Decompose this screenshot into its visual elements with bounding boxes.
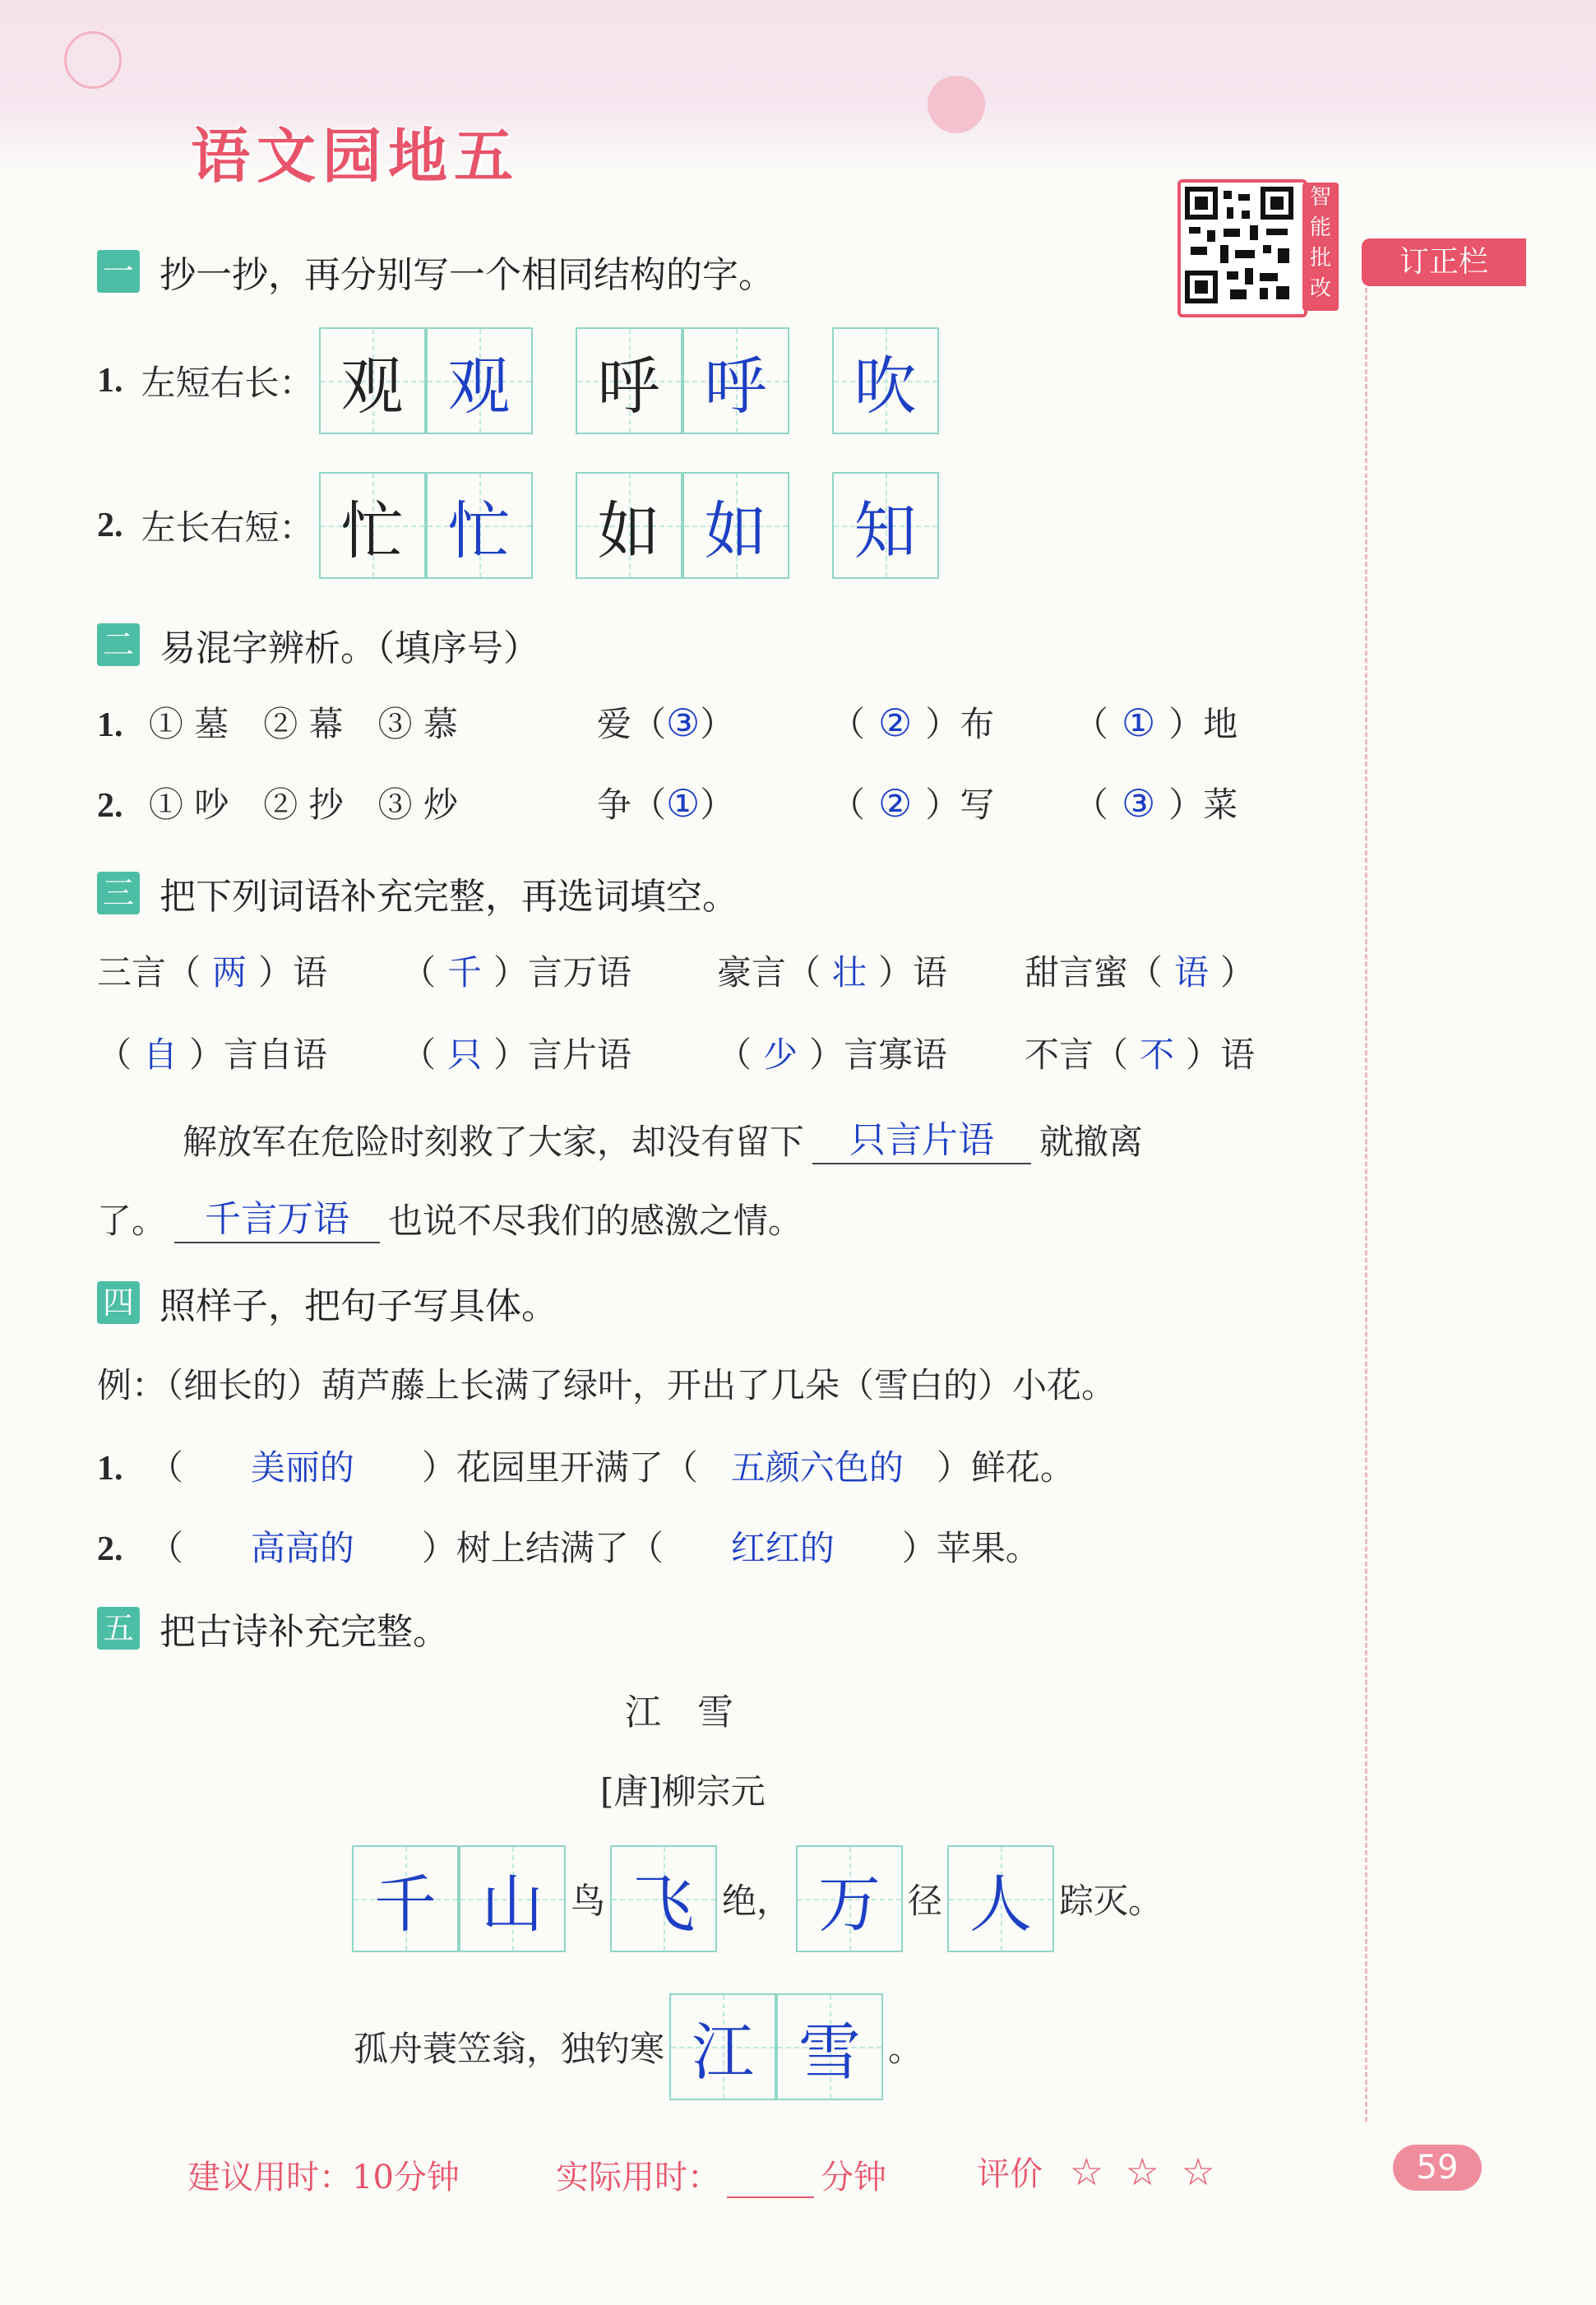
- section-badge: 三: [97, 872, 140, 914]
- fill-suffix: ）: [700, 785, 735, 825]
- page-title: 语文园地五: [191, 122, 520, 191]
- poem-grid: [796, 1845, 903, 1952]
- answer-text[interactable]: 千: [447, 952, 483, 993]
- fill-suffix: ）: [1220, 952, 1256, 993]
- answer-text[interactable]: 语: [1174, 952, 1210, 993]
- section-4-row-1: [97, 1441, 1075, 1490]
- section-1-row-2: [97, 472, 939, 579]
- blank-answer[interactable]: 千言万语: [174, 1189, 380, 1243]
- decorative-circle: [64, 31, 122, 89]
- rating-label: 评价: [977, 2155, 1043, 2193]
- char-cell: 呼: [576, 327, 682, 434]
- section-title: 把下列词语补充完整，再选词填空。: [160, 876, 738, 918]
- section-title: 照样子，把句子写具体。: [160, 1285, 557, 1327]
- answer-text[interactable]: 美丽的: [250, 1447, 354, 1488]
- poem-text: 绝，: [722, 1881, 792, 1921]
- poem-text: 踪灭。: [1059, 1881, 1163, 1921]
- section-badge: 四: [97, 1281, 140, 1324]
- char-cell-answer[interactable]: 人: [947, 1845, 1054, 1952]
- fill-sentence-line-2: [97, 1189, 803, 1243]
- char-cell: 忙: [319, 472, 426, 579]
- idiom-item: [717, 946, 947, 995]
- fill-suffix: ）语: [878, 952, 948, 993]
- poem-grid: [352, 1845, 566, 1952]
- section-badge: 二: [97, 623, 140, 666]
- sentence-text: 就撤离: [1039, 1122, 1144, 1162]
- idiom-item: [97, 1028, 327, 1077]
- char-cell-answer[interactable]: 万: [796, 1845, 903, 1952]
- fill-prefix: 甜言蜜（: [1025, 952, 1163, 993]
- char-cell-answer[interactable]: 江: [669, 1993, 776, 2100]
- section-4-header: [97, 1276, 557, 1329]
- char-grid-pair: [319, 327, 533, 434]
- idiom-item: [401, 1028, 631, 1077]
- char-cell-answer[interactable]: 如: [682, 472, 789, 579]
- qr-code[interactable]: [1177, 179, 1307, 317]
- idiom-item: [717, 1028, 947, 1077]
- actual-time: [556, 2151, 886, 2198]
- fill-item: [830, 778, 994, 827]
- rating: [977, 2148, 1220, 2195]
- paren: （: [148, 1447, 183, 1488]
- fill-suffix: ）: [700, 704, 735, 744]
- poem-text: 。: [888, 2029, 923, 2069]
- char-grid-single: [832, 327, 939, 434]
- idiom-item: [1025, 946, 1255, 995]
- idiom-item: [97, 946, 327, 995]
- fill-prefix: （: [717, 1034, 752, 1075]
- sentence-text: ）树上结满了（: [421, 1528, 664, 1568]
- answer-text[interactable]: ③: [666, 701, 701, 745]
- sentence-text: 解放军在危险时刻救了大家，却没有留下: [183, 1122, 805, 1162]
- fill-suffix: ）地: [1168, 704, 1238, 744]
- fill-prefix: （: [830, 704, 866, 744]
- section-3-header: [97, 867, 738, 919]
- decorative-dot: [928, 76, 985, 133]
- fill-suffix: ）语: [1186, 1034, 1256, 1075]
- poem-text: 径: [908, 1881, 943, 1921]
- blank-answer[interactable]: 只言片语: [812, 1110, 1031, 1164]
- poem-text: 孤舟蓑笠翁，独钓寒: [354, 2029, 665, 2069]
- fill-suffix: ）写: [925, 785, 995, 825]
- poem-grid: [610, 1845, 717, 1952]
- answer-text[interactable]: 红红的: [730, 1528, 835, 1568]
- section-badge: 五: [97, 1607, 140, 1650]
- fill-prefix: （: [1074, 704, 1109, 744]
- char-cell: 观: [319, 327, 426, 434]
- fill-prefix: （: [830, 785, 866, 825]
- item-number: 2.: [97, 1530, 123, 1568]
- section-title: 把古诗补充完整。: [160, 1611, 449, 1653]
- char-grid-pair: [319, 472, 533, 579]
- answer-text[interactable]: 少: [763, 1034, 798, 1075]
- actual-time-blank[interactable]: [727, 2196, 814, 2198]
- section-2-row-1: [97, 697, 458, 747]
- char-grid-single: [832, 472, 939, 579]
- sentence-text: ）鲜花。: [936, 1447, 1075, 1488]
- fill-prefix: 不言（: [1025, 1034, 1129, 1075]
- idiom-item: [401, 946, 631, 995]
- answer-text[interactable]: ③: [1122, 781, 1156, 826]
- char-cell-answer[interactable]: 吹: [832, 327, 939, 434]
- section-title: 抄一抄，再分别写一个相同结构的字。: [160, 254, 775, 296]
- section-1-row-1: [97, 327, 939, 434]
- actual-time-unit: 分钟: [821, 2159, 886, 2196]
- smart-grading-tag: 智能批改: [1302, 183, 1339, 311]
- section-title: 易混字辨析。（填序号）: [160, 627, 539, 669]
- sentence-text: 也说不尽我们的感激之情。: [388, 1201, 803, 1241]
- paren: （: [148, 1528, 183, 1568]
- answer-text[interactable]: 不: [1140, 1034, 1175, 1075]
- char-cell-answer[interactable]: 飞: [610, 1845, 717, 1952]
- fill-item: [1074, 778, 1237, 827]
- poem-author: [唐]柳宗元: [600, 1771, 766, 1812]
- fill-item: [597, 778, 734, 827]
- structure-label: 左短右长：: [141, 363, 314, 403]
- answer-text[interactable]: ①: [1122, 701, 1156, 745]
- sentence-text: ）花园里开满了（: [421, 1447, 698, 1488]
- structure-label: 左长右短：: [141, 507, 314, 548]
- section-badge: 一: [97, 250, 140, 293]
- item-number: 1.: [97, 706, 123, 744]
- fill-prefix: （: [1074, 785, 1109, 825]
- example-sentence: 例：（细长的）葫芦藤上长满了绿叶，开出了几朵（雪白的）小花。: [97, 1365, 1117, 1405]
- poem-text: 鸟: [571, 1881, 606, 1921]
- fill-prefix: 争（: [597, 785, 667, 825]
- suggested-time: 建议用时：10分钟: [187, 2159, 460, 2196]
- sentence-text: 了。: [97, 1201, 167, 1241]
- answer-text[interactable]: 高高的: [250, 1528, 354, 1568]
- item-number: 1.: [97, 362, 123, 400]
- fill-sentence-line-1: [183, 1110, 1143, 1164]
- char-grid-pair: [576, 327, 789, 434]
- answer-text[interactable]: 壮: [832, 952, 867, 993]
- fill-prefix: 三言（: [97, 952, 201, 993]
- fill-prefix: （: [97, 1034, 132, 1075]
- fill-prefix: （: [401, 952, 437, 993]
- answer-text[interactable]: 只: [447, 1034, 483, 1075]
- poem-line-1: [352, 1845, 1163, 1952]
- fill-item: [830, 697, 994, 747]
- char-grid-pair: [576, 472, 789, 579]
- item-number: 1.: [97, 1450, 123, 1488]
- section-1-header: [97, 245, 775, 298]
- fill-suffix: ）言寡语: [809, 1034, 948, 1075]
- actual-time-label: 实际用时：: [556, 2159, 720, 2196]
- idiom-item: [1025, 1028, 1255, 1077]
- section-4-row-2: [97, 1521, 1040, 1571]
- answer-text[interactable]: ②: [878, 781, 913, 826]
- poem-line-2: [354, 1993, 923, 2100]
- fill-suffix: ）言万语: [493, 952, 632, 993]
- fill-suffix: ）言片语: [493, 1034, 632, 1075]
- char-cell-answer[interactable]: 呼: [682, 327, 789, 434]
- section-2-header: [97, 618, 539, 671]
- section-2-row-2: [97, 778, 458, 827]
- star-icon[interactable]: ☆ ☆ ☆: [1069, 2150, 1220, 2194]
- poem-grid: [669, 1993, 883, 2100]
- char-cell-answer[interactable]: 千: [352, 1845, 459, 1952]
- char-cell-answer[interactable]: 知: [832, 472, 939, 579]
- answer-text[interactable]: 两: [212, 952, 247, 993]
- fill-suffix: ）布: [925, 704, 995, 744]
- fill-item: [597, 697, 734, 747]
- char-cell-answer[interactable]: 忙: [426, 472, 533, 579]
- options-text: ① 墓 ② 幕 ③ 慕: [148, 704, 458, 744]
- poem-grid: [947, 1845, 1054, 1952]
- fill-prefix: 豪言（: [717, 952, 821, 993]
- options-text: ① 吵 ② 抄 ③ 炒: [148, 785, 458, 825]
- item-number: 2.: [97, 507, 123, 544]
- item-number: 2.: [97, 787, 123, 825]
- fill-prefix: 爱（: [597, 704, 667, 744]
- fill-prefix: （: [401, 1034, 437, 1075]
- correction-divider: [1365, 288, 1367, 2122]
- answer-text[interactable]: ①: [666, 781, 701, 826]
- answer-text[interactable]: 自: [143, 1034, 178, 1075]
- fill-suffix: ）语: [258, 952, 328, 993]
- char-cell: 如: [576, 472, 682, 579]
- char-cell-answer[interactable]: 山: [459, 1845, 566, 1952]
- answer-text[interactable]: ②: [878, 701, 913, 745]
- correction-column-tab: 订正栏: [1362, 238, 1526, 286]
- fill-suffix: ）菜: [1168, 785, 1238, 825]
- fill-suffix: ）言自语: [189, 1034, 328, 1075]
- fill-item: [1074, 697, 1237, 747]
- char-cell-answer[interactable]: 观: [426, 327, 533, 434]
- sentence-text: ）苹果。: [901, 1528, 1040, 1568]
- page-number: 59: [1393, 2145, 1482, 2191]
- section-5-header: [97, 1602, 449, 1655]
- answer-text[interactable]: 五颜六色的: [730, 1447, 904, 1488]
- char-cell-answer[interactable]: 雪: [776, 1993, 883, 2100]
- poem-title: 江 雪: [625, 1692, 733, 1733]
